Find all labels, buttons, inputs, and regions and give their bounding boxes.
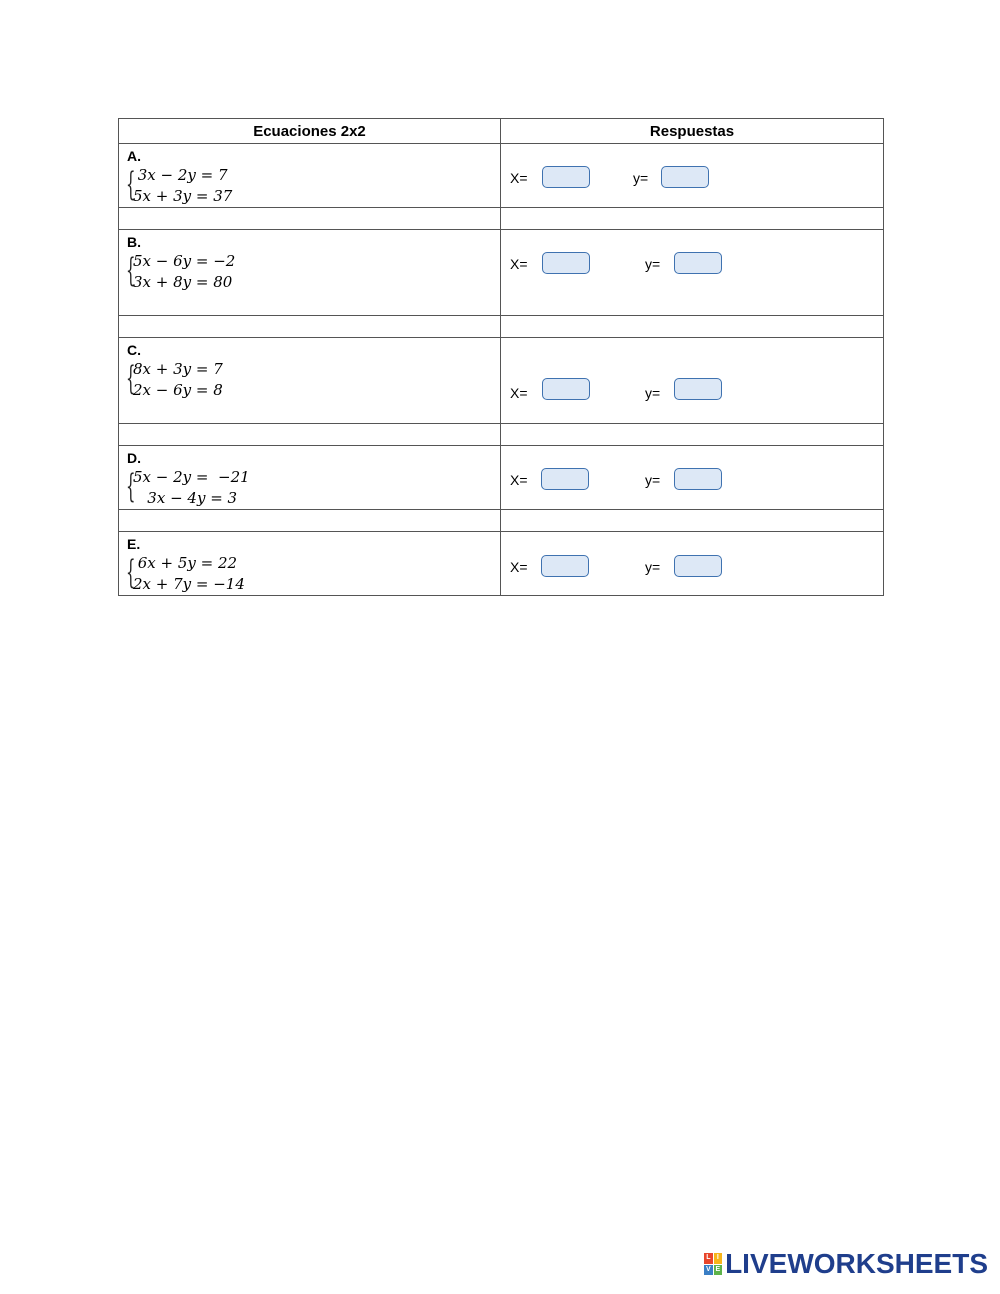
brace-icon: { — [126, 552, 136, 591]
logo-mark-icon: L I V E — [704, 1253, 722, 1275]
equation-2: 3𝑥 − 4𝑦 = 3 — [133, 489, 238, 507]
problem-d-answers — [501, 446, 884, 510]
equation-1: 6𝑥 + 5𝑦 = 22 — [133, 554, 238, 572]
brace-icon: { — [126, 358, 136, 397]
equation-2: 2𝑥 + 7𝑦 = −14 — [133, 575, 245, 593]
equation-system — [127, 165, 500, 207]
equation-system — [127, 251, 500, 293]
problem-label: C. — [127, 342, 141, 358]
problem-c-equations — [119, 338, 501, 424]
x-answer-input[interactable] — [542, 166, 590, 188]
problem-c-answers — [501, 338, 884, 424]
equation-system — [127, 359, 500, 401]
equation-1: 5𝑥 − 6𝑦 = −2 — [133, 252, 236, 270]
brace-icon: { — [126, 250, 136, 289]
x-label: X= — [510, 472, 528, 488]
y-answer-input[interactable] — [674, 252, 722, 274]
spacer-cell — [501, 424, 884, 446]
worksheet-table — [118, 118, 884, 596]
spacer-cell — [119, 424, 501, 446]
x-answer-input[interactable] — [542, 378, 590, 400]
x-label: X= — [510, 559, 528, 575]
y-label: y= — [645, 256, 661, 272]
equation-1: 8𝑥 + 3𝑦 = 7 — [133, 360, 223, 378]
x-answer-input[interactable] — [541, 468, 589, 490]
problem-label: B. — [127, 234, 141, 250]
spacer-cell — [119, 208, 501, 230]
spacer-cell — [501, 316, 884, 338]
y-answer-input[interactable] — [674, 555, 722, 577]
x-answer-input[interactable] — [541, 555, 589, 577]
x-answer-input[interactable] — [542, 252, 590, 274]
y-label: y= — [645, 385, 661, 401]
logo-text: LIVEWORKSHEETS — [725, 1248, 988, 1279]
problem-label: E. — [127, 536, 141, 552]
problem-e-answers — [501, 532, 884, 596]
problem-b-equations — [119, 230, 501, 316]
y-label: y= — [645, 559, 661, 575]
problem-e-equations — [119, 532, 501, 596]
spacer-cell — [119, 510, 501, 532]
equation-2: 3𝑥 + 8𝑦 = 80 — [133, 273, 233, 291]
x-label: X= — [510, 385, 528, 401]
problem-b-answers — [501, 230, 884, 316]
problem-a-equations — [119, 144, 501, 208]
brace-icon: { — [126, 466, 136, 505]
spacer-cell — [501, 208, 884, 230]
equation-1: 3𝑥 − 2𝑦 = 7 — [133, 166, 228, 184]
header-answers: Respuestas — [501, 119, 884, 144]
x-label: X= — [510, 170, 528, 186]
problem-d-equations — [119, 446, 501, 510]
problem-label: A. — [127, 148, 141, 164]
header-equations: Ecuaciones 2x2 — [119, 119, 501, 144]
equation-2: 5𝑥 + 3𝑦 = 37 — [133, 187, 233, 205]
y-label: y= — [645, 472, 661, 488]
equation-system — [127, 553, 500, 595]
y-answer-input[interactable] — [674, 378, 722, 400]
spacer-cell — [119, 316, 501, 338]
y-answer-input[interactable] — [661, 166, 709, 188]
equation-system — [127, 467, 500, 509]
x-label: X= — [510, 256, 528, 272]
liveworksheets-logo — [704, 1248, 988, 1280]
brace-icon: { — [126, 164, 136, 203]
equation-2: 2𝑥 − 6𝑦 = 8 — [133, 381, 223, 399]
problem-a-answers — [501, 144, 884, 208]
spacer-cell — [501, 510, 884, 532]
problem-label: D. — [127, 450, 141, 466]
y-label: y= — [633, 170, 649, 186]
y-answer-input[interactable] — [674, 468, 722, 490]
equation-1: 5𝑥 − 2𝑦 = −21 — [133, 468, 250, 486]
